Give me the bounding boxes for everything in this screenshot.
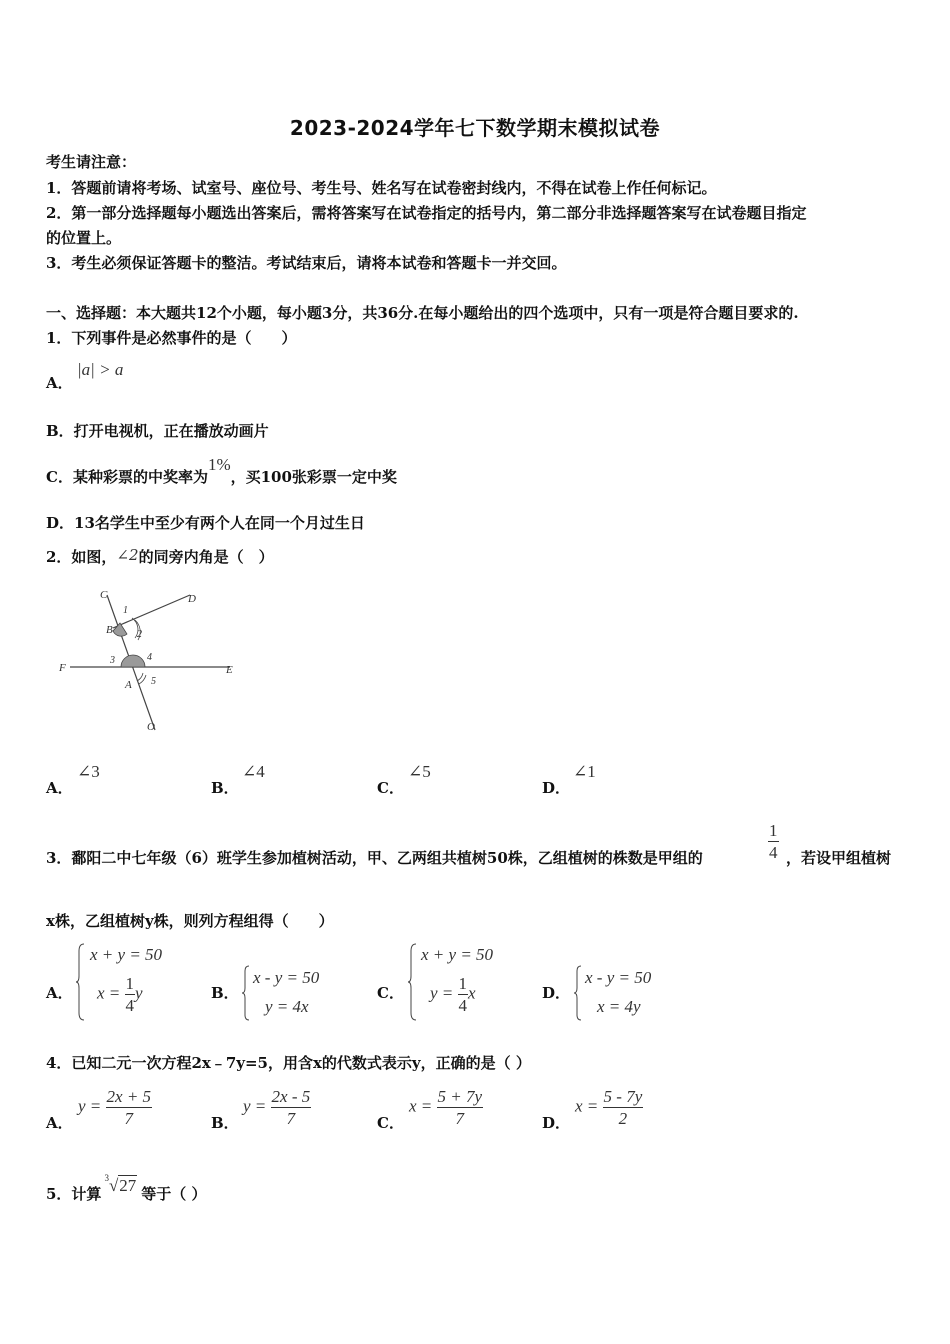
- q4-option-b-expr: [243, 1088, 311, 1127]
- notice-item: 的位置上。: [46, 229, 122, 247]
- q1-option-c: [46, 455, 397, 487]
- notice-heading: 考生请注意：: [46, 153, 137, 171]
- q4-option-d-expr: [575, 1088, 643, 1127]
- q2-stem-math: ∠2: [116, 546, 139, 564]
- q2-option-d-math: ∠1: [573, 762, 596, 781]
- q4-option-c: C．: [377, 1114, 404, 1132]
- label-b: B: [106, 624, 113, 636]
- q3-fraction: [768, 822, 779, 861]
- frac-num: 2x + 5: [106, 1087, 152, 1106]
- q4-option-c-expr: [409, 1088, 483, 1127]
- frac-den: 2: [603, 1107, 644, 1127]
- q5-pre: 5．计算: [46, 1185, 102, 1203]
- q4-d-lhs: x =: [575, 1096, 599, 1116]
- q3-option-d: D．: [542, 984, 571, 1002]
- frac-num: 1: [458, 974, 468, 993]
- label-4: 4: [147, 652, 152, 663]
- label-3: 3: [110, 655, 115, 666]
- brace-icon: [408, 943, 418, 1021]
- frac-num: 2x - 5: [271, 1087, 311, 1106]
- q2-option-b: B．: [211, 779, 239, 797]
- frac-den: 7: [271, 1107, 312, 1127]
- label-a: A: [125, 679, 132, 691]
- frac-den: 7: [106, 1107, 153, 1127]
- q2-stem-pre: 2．如图，: [46, 548, 117, 566]
- frac-num: 5 - 7y: [603, 1087, 643, 1106]
- q2-option-a: A．: [46, 779, 73, 797]
- q3-stem-post: ，若设甲组植树: [786, 849, 892, 867]
- q3-c-line2-post: x: [468, 983, 476, 1003]
- frac-den: 4: [458, 996, 468, 1015]
- brace-icon: [242, 965, 251, 1021]
- q1-option-c-post: ，买100张彩票一定中奖: [230, 468, 397, 486]
- q3-b-line1: x - y = 50: [253, 968, 320, 987]
- q3-c-line2-pre: y =: [430, 983, 454, 1003]
- q3-option-b: B．: [211, 984, 239, 1002]
- page-title: 2023-2024学年七下数学期末模拟试卷: [289, 116, 661, 140]
- q3-d-line1: x - y = 50: [585, 968, 652, 987]
- notice-item: 1．答题前请将考场、试室号、座位号、考生号、姓名写在试卷密封线内，不得在试卷上作任何标记。: [46, 179, 717, 197]
- radicand: 27: [119, 1176, 137, 1195]
- q2-option-c-math: ∠5: [408, 762, 431, 781]
- frac-num: 5 + 7y: [437, 1087, 483, 1106]
- frac-den: 7: [437, 1107, 484, 1127]
- q5-stem: [46, 1173, 207, 1204]
- q1-option-d: D．13名学生中至少有两个人在同一个月过生日: [46, 514, 365, 532]
- label-5: 5: [151, 676, 156, 687]
- q2-stem: [46, 546, 274, 567]
- label-1: 1: [123, 605, 128, 616]
- q2-option-d: D．: [542, 779, 571, 797]
- q4-option-a-expr: [78, 1088, 152, 1127]
- q3-a-line2-post: y: [135, 983, 143, 1003]
- q1-option-a-math: |a| > a: [77, 360, 124, 379]
- cube-root: [104, 1173, 137, 1196]
- q3-a-line1: x + y = 50: [90, 945, 163, 964]
- q1-option-b: B．打开电视机，正在播放动画片: [46, 422, 269, 440]
- q3-c-line2: [430, 975, 476, 1014]
- q4-c-lhs: x =: [409, 1096, 433, 1116]
- angle-5-arc: [139, 675, 146, 684]
- radical-sign: √: [108, 1176, 119, 1195]
- q3-stem-line2: x株，乙组植树y株，则列方程组得（ ）: [46, 912, 334, 930]
- q2-option-c: C．: [377, 779, 404, 797]
- q4-option-b: B．: [211, 1114, 239, 1132]
- q1-option-a: [46, 372, 73, 393]
- label-d: D: [188, 593, 196, 605]
- q2-figure: [55, 585, 245, 735]
- q4-option-a: A．: [46, 1114, 73, 1132]
- brace-icon: [76, 943, 86, 1021]
- label-o: O: [147, 721, 155, 733]
- angle-a-mark: [121, 655, 145, 667]
- root-index: 3: [104, 1173, 109, 1183]
- label-f: F: [59, 662, 66, 674]
- label-e: E: [226, 664, 233, 676]
- q1-option-c-pre: C．某种彩票的中奖率为: [46, 468, 208, 486]
- q1-option-c-math: 1%: [207, 455, 231, 474]
- q2-stem-post: 的同旁内角是（ ）: [138, 548, 274, 566]
- q3-d-line2: x = 4y: [597, 997, 641, 1016]
- q2-option-a-math: ∠3: [77, 762, 100, 781]
- angle-b-mark: [113, 623, 127, 636]
- brace-icon: [574, 965, 583, 1021]
- q3-c-line1: x + y = 50: [421, 945, 494, 964]
- q3-frac-num: 1: [769, 821, 778, 840]
- q3-option-c: C．: [377, 984, 404, 1002]
- notice-item: 3．考生必须保证答题卡的整洁。考试结束后，请将本试卷和答题卡一并交回。: [46, 254, 567, 272]
- q3-frac-den: 4: [769, 843, 778, 862]
- q4-a-lhs: y =: [78, 1096, 102, 1116]
- q2-option-b-math: ∠4: [242, 762, 265, 781]
- q4-stem: 4．已知二元一次方程2x﹣7y=5，用含x的代数式表示y，正确的是（ ）: [46, 1054, 531, 1072]
- q3-stem: 3．鄱阳二中七年级（6）班学生参加植树活动，甲、乙两组共植树50株，乙组植树的株数是甲组的: [46, 849, 703, 867]
- q5-post: 等于（ ）: [141, 1185, 207, 1203]
- notice-item: 2．第一部分选择题每小题选出答案后，需将答案写在试卷指定的括号内，第二部分非选择题答案写在试卷题目指定: [46, 204, 807, 222]
- q3-a-line2-pre: x =: [97, 983, 121, 1003]
- q3-b-line2: y = 4x: [265, 997, 309, 1016]
- section-heading: 一、选择题：本大题共12个小题，每小题3分，共36分.在每小题给出的四个选项中，只有一项是符合题目要求的.: [46, 304, 799, 322]
- q4-option-d: D．: [542, 1114, 571, 1132]
- q1-stem: 1．下列事件是必然事件的是（ ）: [46, 329, 297, 347]
- frac-num: 1: [125, 974, 135, 993]
- q3-a-line2: [97, 975, 143, 1014]
- q3-option-a: A．: [46, 984, 73, 1002]
- label-c: C: [100, 589, 108, 601]
- angle-5-arc: [137, 673, 143, 681]
- frac-den: 4: [125, 996, 135, 1015]
- option-label: A．: [46, 374, 73, 392]
- label-2: 2: [137, 629, 142, 640]
- q4-b-lhs: y =: [243, 1096, 267, 1116]
